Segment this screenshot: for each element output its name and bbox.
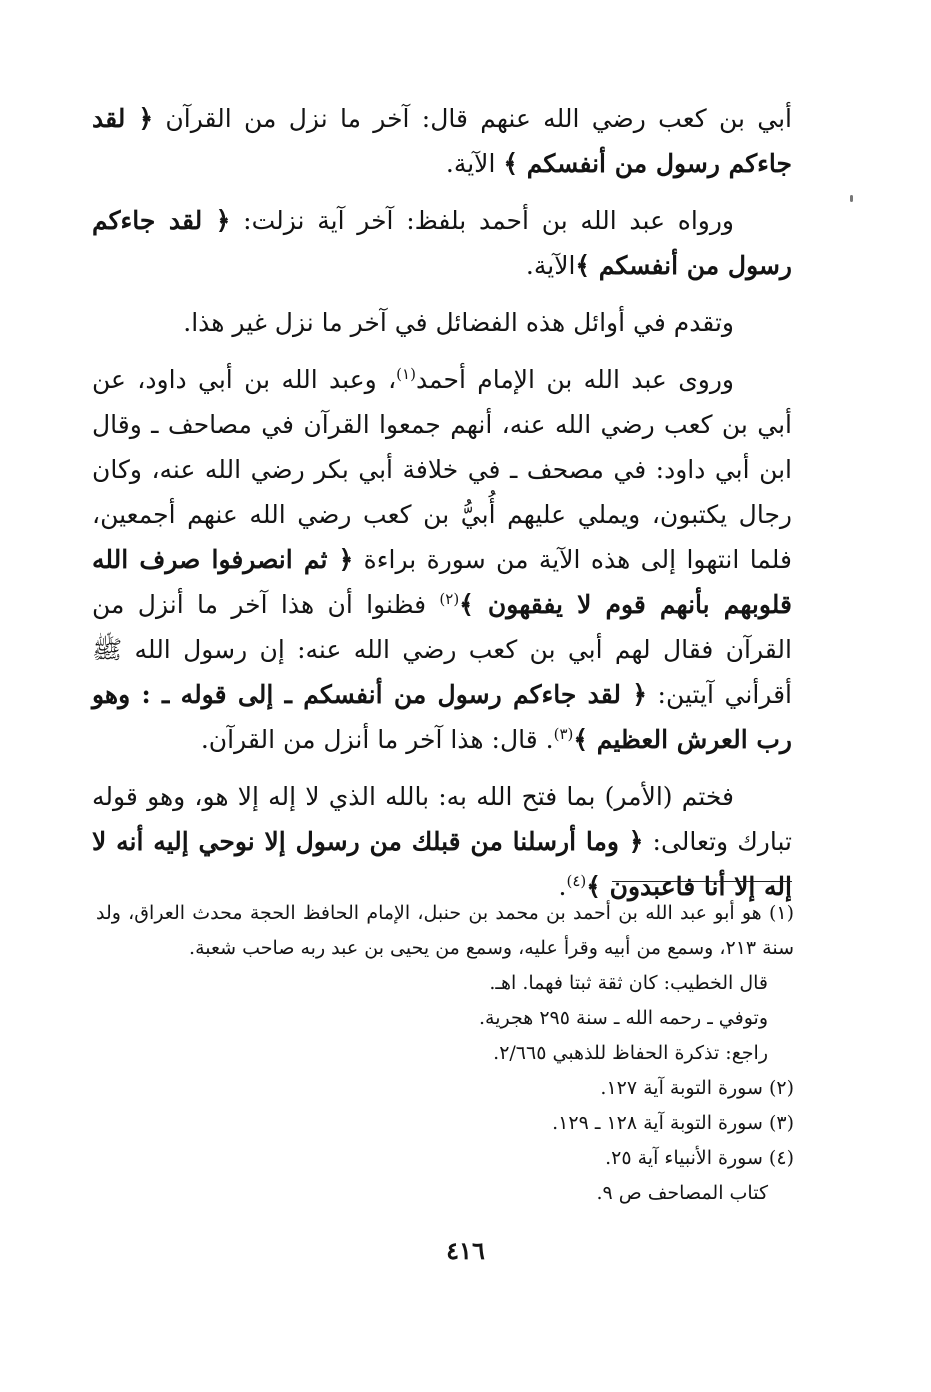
quran-verse: ﴿ وما أرسلنا من قبلك من رسول إلا نوحي إليه أنه لا إله إلا أنا فاعبدون ﴾ bbox=[92, 827, 792, 901]
scan-speck bbox=[850, 195, 853, 202]
text-run: وتقدم في أوائل هذه الفضائل في آخر ما نزل غير هذا. bbox=[183, 308, 734, 337]
text-run: فظنوا أن هذا آخر ما أنزل من القرآن فقال لهم أبي بن كعب رضي الله عنه: إن رسول الله ﷺ أقرأني آيتين: bbox=[92, 590, 792, 709]
text-run: الآية. bbox=[525, 251, 576, 280]
footnote-line: قال الخطيب: كان ثقة ثبتا فهما. اهـ. bbox=[489, 972, 768, 994]
paragraph-1 bbox=[92, 96, 792, 186]
footnotes bbox=[96, 896, 794, 1211]
main-text bbox=[92, 96, 792, 921]
footnote-separator bbox=[612, 881, 792, 882]
text-run: . bbox=[558, 872, 567, 901]
text-run: ورواه عبد الله بن أحمد بلفظ: آخر آية نزلت: bbox=[230, 206, 735, 235]
footnote-line: (١) هو أبو عبد الله بن أحمد بن محمد بن حنبل، الإمام الحافظ الحجة محدث العراق، ولد سنة ٢١٣، وسمع من أبيه وقرأ عليه، وسمع من يحيى بن عبد ربه صاحب شعبة. bbox=[96, 902, 794, 959]
footnote-line: كتاب المصاحف ص ٩. bbox=[596, 1182, 768, 1204]
footnote-ref: (٣) bbox=[553, 725, 574, 743]
footnote-line: (٤) سورة الأنبياء آية ٢٥. bbox=[605, 1147, 794, 1169]
text-run: فختم (الأمر) بما فتح الله به: بالله الذي لا إله إلا هو، وهو قوله تبارك وتعالى: bbox=[92, 782, 792, 856]
text-run: أبي بن كعب رضي الله عنهم قال: آخر ما نزل من القرآن bbox=[153, 104, 793, 133]
quran-verse: ﴿ ثم انصرفوا صرف الله قلوبهم بأنهم قوم لا يفقهون ﴾ bbox=[92, 545, 792, 619]
page-number: ٤١٦ bbox=[446, 1236, 485, 1265]
footnote-line: راجع: تذكرة الحفاظ للذهبي ٢/٦٦٥. bbox=[493, 1042, 768, 1064]
text-run: وروى عبد الله بن الإمام أحمد bbox=[415, 365, 734, 394]
footnote-line: (٣) سورة التوبة آية ١٢٨ ـ ١٢٩. bbox=[552, 1112, 794, 1134]
footnote-ref: (١) bbox=[396, 365, 416, 383]
paragraph-3 bbox=[92, 300, 792, 345]
paragraph-5 bbox=[92, 774, 792, 909]
footnote-line: وتوفي ـ رحمه الله ـ سنة ٢٩٥ هجرية. bbox=[479, 1007, 768, 1029]
quran-verse: ﴿ لقد جاءكم رسول من أنفسكم ﴾ bbox=[92, 206, 792, 280]
text-run: . قال: هذا آخر ما أنزل من القرآن. bbox=[200, 725, 554, 754]
text-run: ، وعبد الله بن أبي داود، عن أبي بن كعب رضي الله عنه، أنهم جمعوا القرآن في مصاحف ـ وقال ابن أبي داود: في مصحف ـ في خلافة أبي بكر رضي الله عنه، وكان رجال يكتبون، ويملي عليهم أُبيُّ بن كعب رضي الله عنهم أجمعين، فلما انتهوا إلى هذه الآية من سورة براءة bbox=[92, 365, 792, 574]
footnote-ref: (٢) bbox=[439, 590, 460, 608]
footnote-line: (٢) سورة التوبة آية ١٢٧. bbox=[600, 1077, 794, 1099]
paragraph-4 bbox=[92, 357, 792, 762]
footnote-ref: (٤) bbox=[566, 872, 587, 890]
paragraph-2 bbox=[92, 198, 792, 288]
quran-verse: ﴿ لقد جاءكم رسول من أنفسكم ـ إلى قوله ـ : وهو رب العرش العظيم ﴾ bbox=[92, 680, 792, 754]
text-run: الآية. bbox=[445, 149, 504, 178]
quran-verse: ﴿ لقد جاءكم رسول من أنفسكم ﴾ bbox=[92, 104, 792, 178]
